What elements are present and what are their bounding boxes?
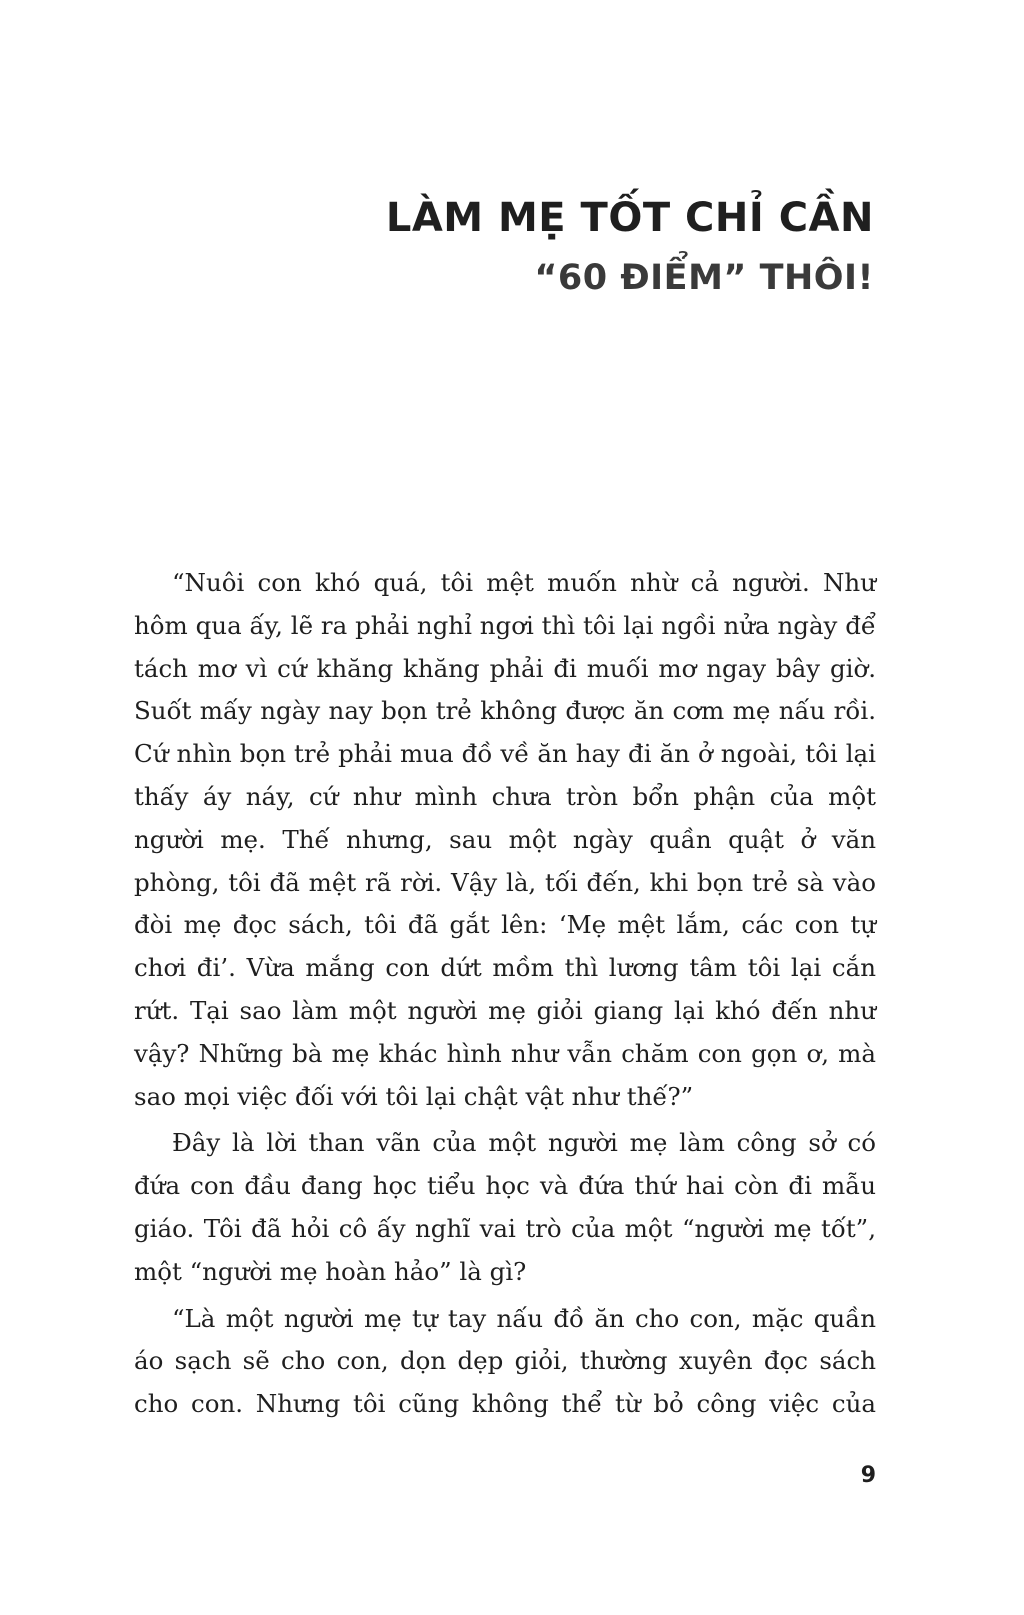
- chapter-title-line-1: LÀM MẸ TỐT CHỈ CẦN: [385, 195, 874, 241]
- chapter-title-line-2: “60 ĐIỂM” THÔI!: [534, 258, 874, 298]
- paragraph-2: Đây là lời than vãn của một người mẹ làm công sở có đứa con đầu đang học tiểu học và đứa thứ hai còn đi mẫu giáo. Tôi đã hỏi cô ấy nghĩ vai trò của một “người mẹ tốt”, một “người mẹ hoàn hảo” là gì?: [134, 1128, 876, 1286]
- paragraph-3: “Là một người mẹ tự tay nấu đồ ăn cho con, mặc quần áo sạch sẽ cho con, dọn dẹp giỏi, thường xuyên đọc sách cho con. Nhưng tôi cũng không thể từ bỏ công việc của: [134, 1303, 876, 1419]
- page-number: 9: [860, 1463, 876, 1488]
- paragraph-1: “Nuôi con khó quá, tôi mệt muốn nhừ cả người. Như hôm qua ấy, lẽ ra phải nghỉ ngơi thì tôi lại ngồi nửa ngày để tách mơ vì cứ khăng khăng phải đi muối mơ ngay bây giờ. Suốt mấy ngày nay bọn trẻ không được ăn cơm mẹ nấu rồi. Cứ nhìn bọn trẻ phải mua đồ về ăn hay đi ăn ở ngoài, tôi lại thấy áy náy, cứ như mình chưa tròn bổn phận của một người mẹ. Thế nhưng, sau một ngày quần quật ở văn phòng, tôi đã mệt rã rời. Vậy là, tối đến, khi bọn trẻ sà vào đòi mẹ đọc sách, tôi đã gắt lên: ‘Mẹ mệt lắm, các con tự chơi đi’. Vừa mắng con dứt mồm thì lương tâm tôi lại cắn rứt. Tại sao làm một người mẹ giỏi giang lại khó đến như vậy? Những bà mẹ khác hình như vẫn chăm con gọn ơ, mà sao mọi việc đối với tôi lại chật vật như thế?”: [134, 568, 876, 1111]
- chapter-title: [386, 188, 874, 308]
- body-text: [134, 562, 876, 1426]
